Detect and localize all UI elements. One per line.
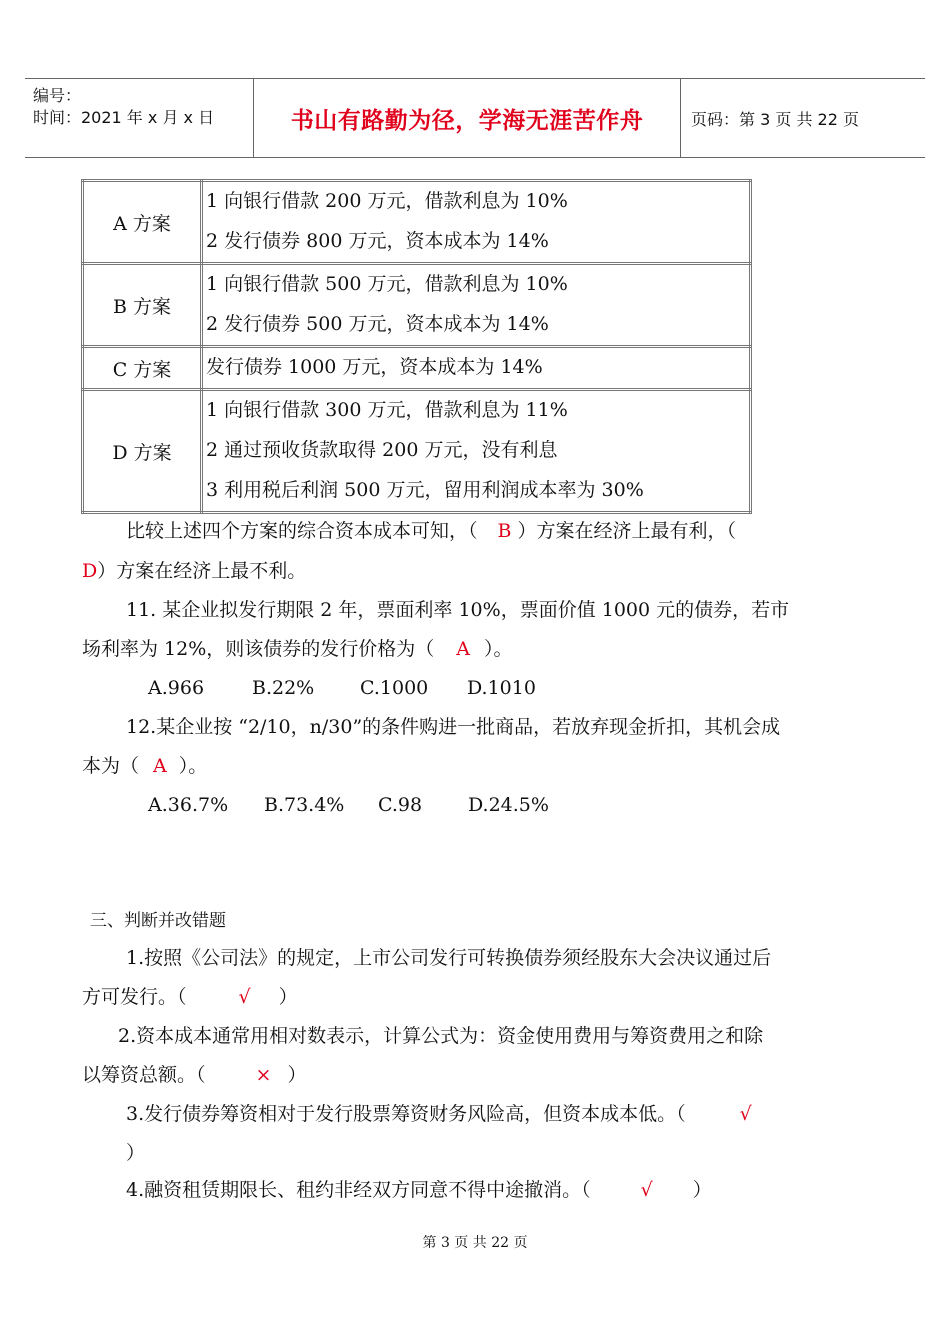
- page-info: 页码：第 3 页 共 22 页: [691, 109, 859, 129]
- option: A.36.7%: [148, 794, 229, 816]
- check-icon: √: [739, 1103, 752, 1125]
- q12-line2: 本为（ A ）。: [82, 755, 208, 777]
- q10-line1: 比较上述四个方案的综合资本成本可知，（ B ）方案在经济上最有利，（: [126, 520, 736, 542]
- q10-answer-2: D: [82, 560, 98, 582]
- plan-name: D 方案: [83, 390, 202, 513]
- option: D.1010: [467, 677, 536, 699]
- option: B.22%: [252, 677, 315, 699]
- option: C.1000: [360, 677, 429, 699]
- option: B.73.4%: [264, 794, 345, 816]
- header-page-cell: [681, 79, 925, 157]
- plan-line: 1 向银行借款 300 万元，借款利息为 11%: [206, 399, 568, 421]
- plan-desc: [202, 181, 751, 264]
- table-row: [83, 390, 751, 513]
- judge-3-line2: ）: [126, 1142, 146, 1164]
- q11-line2: 场利率为 12%，则该债券的发行价格为（ A ）。: [82, 638, 513, 660]
- plan-desc: [202, 264, 751, 347]
- plan-line: 3 利用税后利润 500 万元，留用利润成本率为 30%: [206, 479, 644, 501]
- judge-2-line1: 2.资本成本通常用相对数表示，计算公式为：资金使用费用与筹资费用之和除: [118, 1025, 764, 1047]
- plan-name: A 方案: [83, 181, 202, 264]
- q11-line1: 11. 某企业拟发行期限 2 年，票面利率 10%，票面价值 1000 元的债券，若市: [126, 599, 790, 621]
- judge-3-line1: 3.发行债券筹资相对于发行股票筹资财务风险高，但资本成本低。（ √: [126, 1103, 752, 1125]
- table-row: [83, 347, 751, 390]
- time-label: 时间：2021 年 x 月 x 日: [33, 108, 215, 127]
- code-label: 编号：: [33, 86, 82, 105]
- header-motto-cell: [254, 79, 681, 157]
- q12-options: [148, 793, 549, 817]
- plan-line: 发行债券 1000 万元，资本成本为 14%: [206, 356, 543, 378]
- table-row: [83, 264, 751, 347]
- q12-line1: 12.某企业按 “2/10，n/30”的条件购进一批商品，若放弃现金折扣，其机会成: [126, 716, 781, 738]
- q11-options: [148, 676, 536, 700]
- plan-line: 2 发行债券 500 万元，资本成本为 14%: [206, 313, 549, 335]
- page-header: [25, 78, 925, 158]
- plan-desc: [202, 347, 751, 390]
- q11-answer: A: [456, 638, 471, 660]
- plan-table: [81, 179, 752, 514]
- judge-2-line2: 以筹资总额。（ × ）: [82, 1064, 307, 1086]
- plan-name: C 方案: [83, 347, 202, 390]
- q12-answer: A: [153, 755, 167, 777]
- cross-icon: ×: [255, 1064, 272, 1086]
- option: A.966: [148, 677, 205, 699]
- plan-desc: [202, 390, 751, 513]
- section-title: 三、判断并改错题: [90, 911, 226, 931]
- option: D.24.5%: [468, 794, 549, 816]
- page-footer: 第 3 页 共 22 页: [422, 1235, 528, 1251]
- q10-answer-1: B: [497, 520, 512, 542]
- judge-4-line1: 4.融资租赁期限长、租约非经双方同意不得中途撤消。（ √ ）: [126, 1179, 712, 1201]
- judge-1-line2: 方可发行。（ √ ）: [82, 986, 298, 1008]
- check-icon: √: [238, 986, 251, 1008]
- header-meta: [25, 79, 254, 157]
- plan-line: 1 向银行借款 200 万元，借款利息为 10%: [206, 190, 568, 212]
- check-icon: √: [640, 1179, 653, 1201]
- table-row: [83, 181, 751, 264]
- plan-line: 2 发行债券 800 万元，资本成本为 14%: [206, 230, 549, 252]
- plan-name: B 方案: [83, 264, 202, 347]
- judge-1-line1: 1.按照《公司法》的规定，上市公司发行可转换债券须经股东大会决议通过后: [126, 947, 772, 969]
- plan-line: 1 向银行借款 500 万元，借款利息为 10%: [206, 273, 568, 295]
- q10-line2: D）方案在经济上最不利。: [82, 560, 307, 582]
- option: C.98: [378, 794, 423, 816]
- motto: 书山有路勤为径，学海无涯苦作舟: [290, 107, 644, 134]
- plan-line: 2 通过预收货款取得 200 万元，没有利息: [206, 439, 558, 461]
